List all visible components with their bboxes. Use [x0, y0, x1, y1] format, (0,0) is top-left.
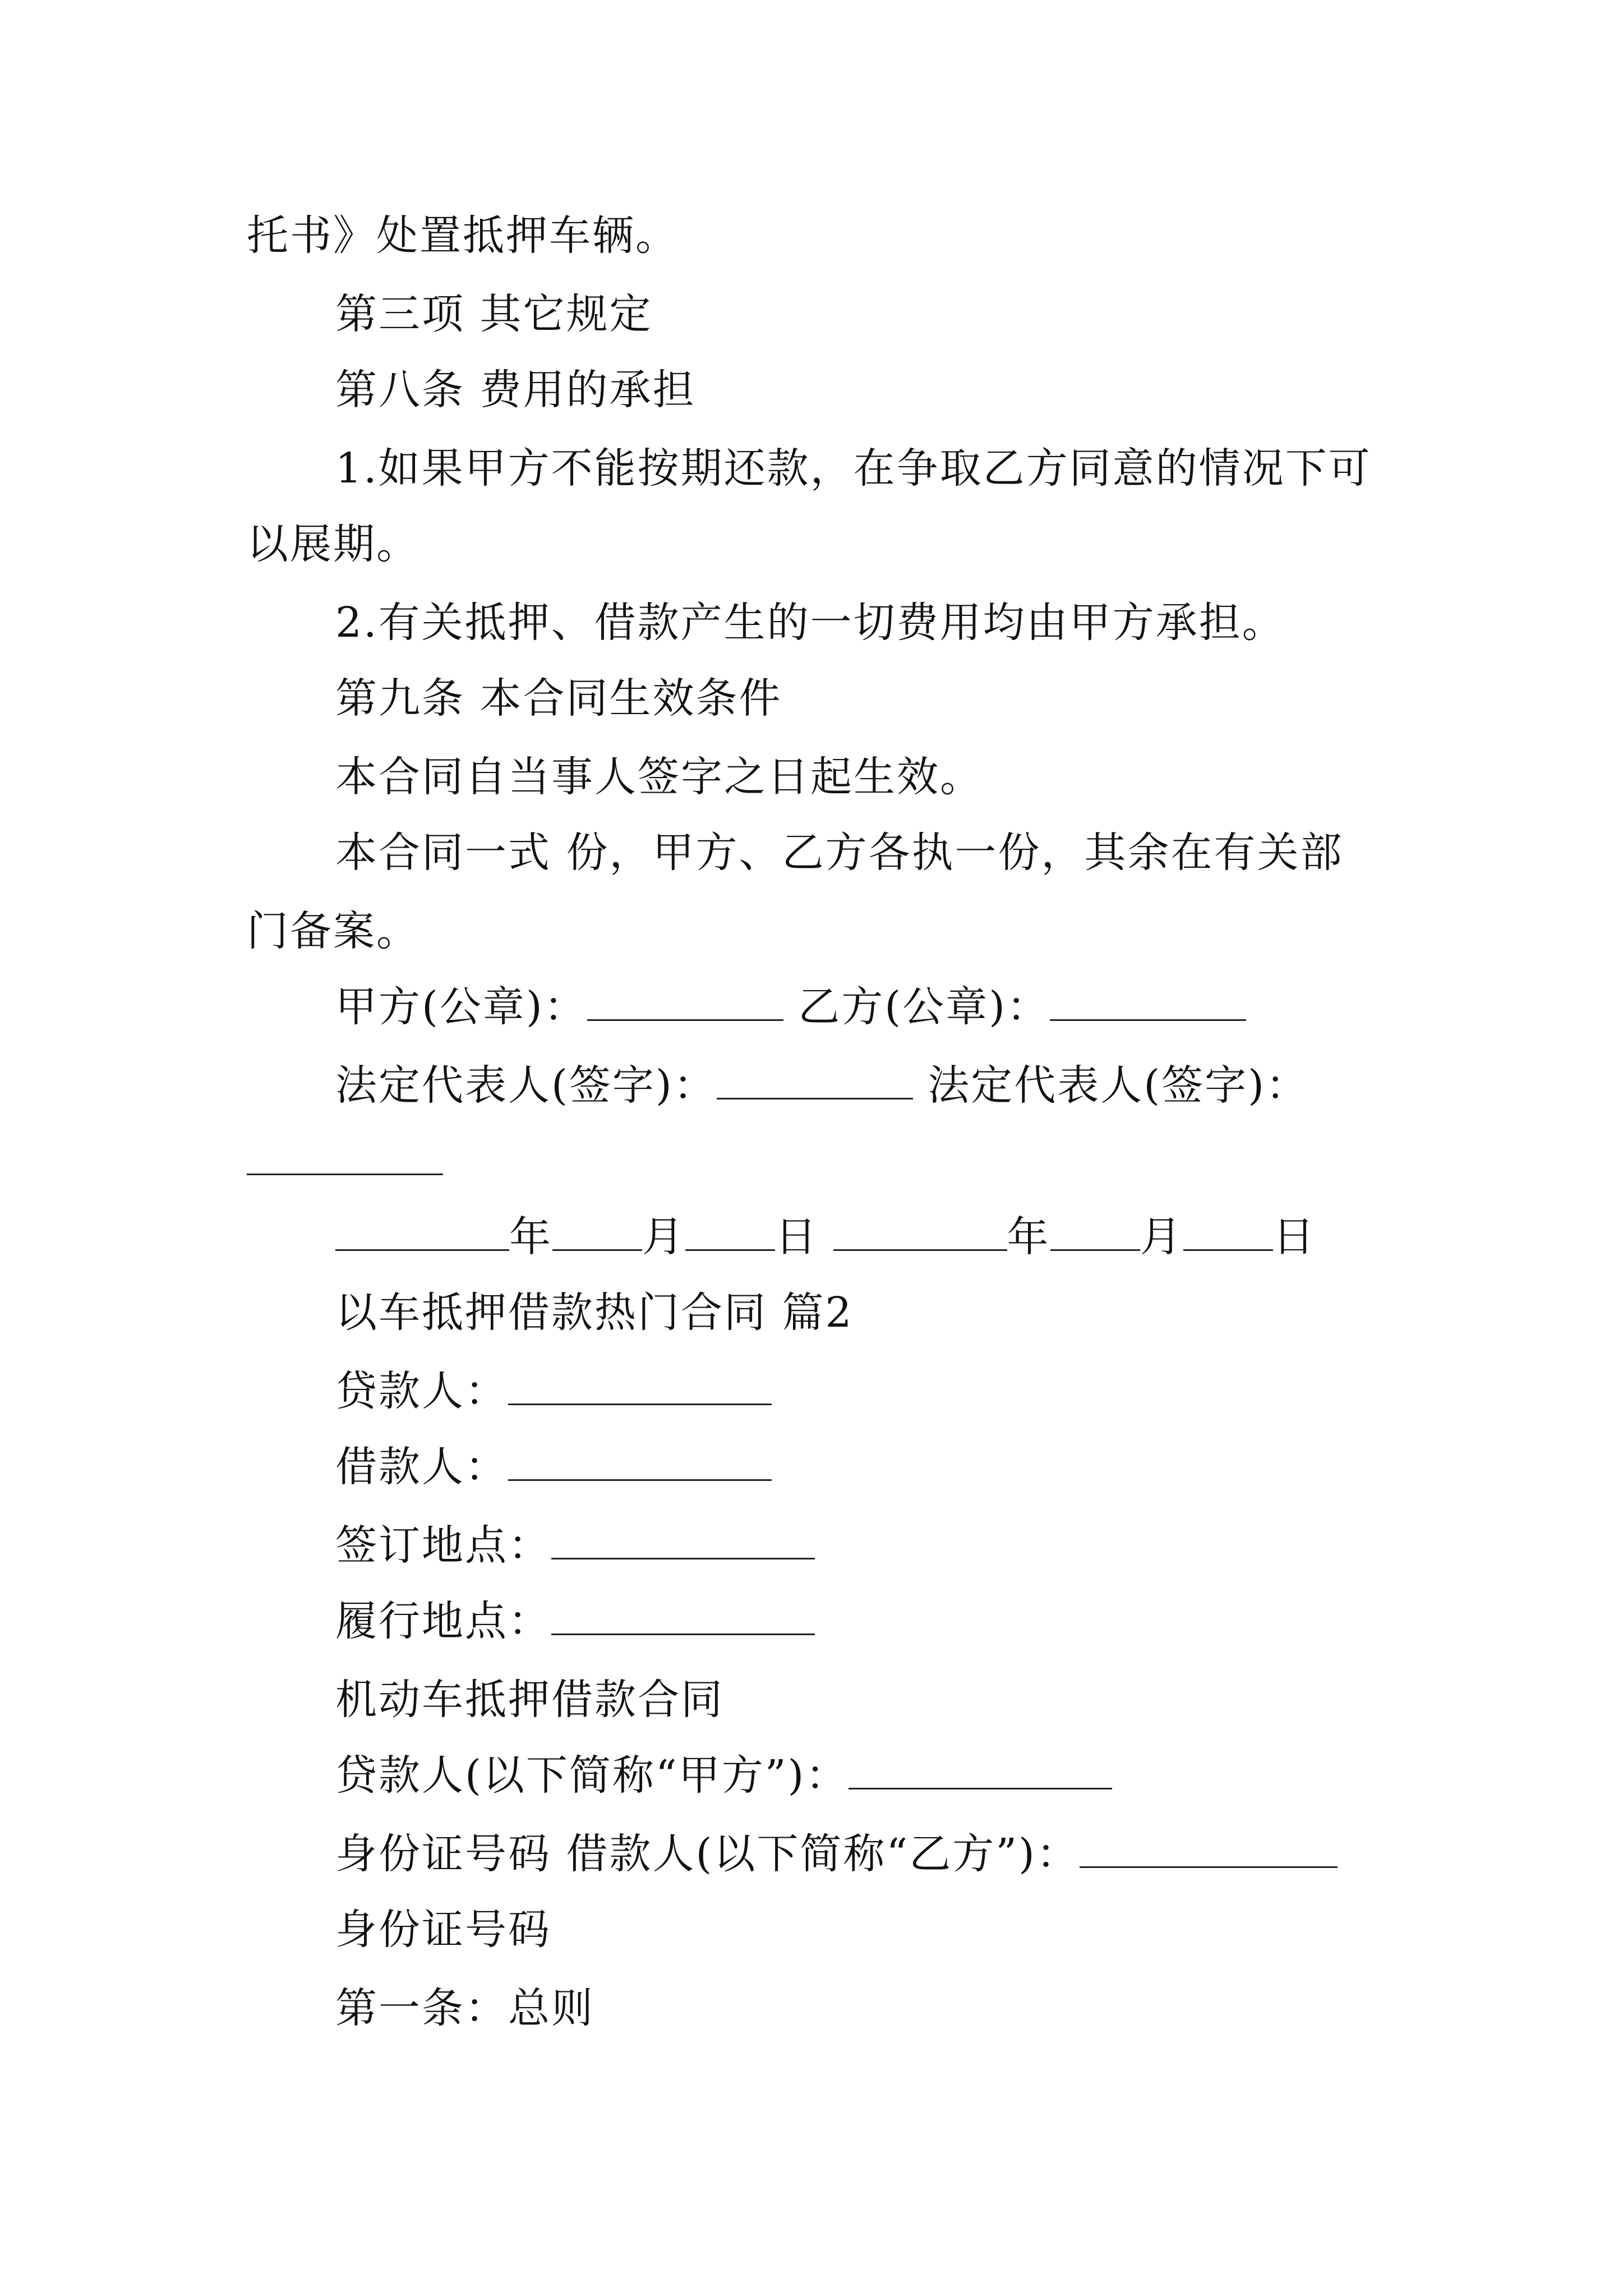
text-line: 1.如果甲方不能按期还款，在争取乙方同意的情况下可: [335, 444, 1372, 493]
day-a-blank[interactable]: [685, 1214, 775, 1251]
month-b-blank[interactable]: [1050, 1214, 1140, 1251]
lender-full-label: 贷款人(以下简称“甲方”)：: [335, 1751, 849, 1800]
day-a-label: 日: [775, 1213, 818, 1261]
text-line: 2.有关抵押、借款产生的一切费用均由甲方承担。: [335, 599, 1285, 647]
year-b-label: 年: [1007, 1213, 1050, 1261]
perform-place-field: [335, 1593, 815, 1649]
borrower-blank[interactable]: [508, 1444, 772, 1481]
lender-full-blank[interactable]: [849, 1753, 1112, 1789]
article-heading: 第一条：总则: [335, 1984, 594, 2032]
year-a-blank[interactable]: [335, 1214, 509, 1251]
date-line: [335, 1209, 1316, 1265]
perform-place-blank[interactable]: [551, 1599, 815, 1635]
borrower-full-label: 身份证号码 借款人(以下简称“乙方”)：: [335, 1830, 1080, 1878]
sign-place-label: 签订地点：: [335, 1521, 551, 1570]
party-a-seal-blank[interactable]: [587, 984, 783, 1021]
text-line: 以展期。: [247, 520, 419, 568]
party-b-seal-blank[interactable]: [1050, 984, 1246, 1021]
day-b-blank[interactable]: [1183, 1214, 1273, 1251]
month-a-label: 月: [642, 1213, 685, 1261]
lender-full-field: [335, 1747, 1112, 1803]
text-line: 本合同一式 份，甲方、乙方各执一份，其余在有关部: [335, 829, 1344, 877]
borrower-full-field: [335, 1826, 1338, 1882]
month-b-label: 月: [1140, 1213, 1183, 1261]
lender-blank[interactable]: [508, 1369, 772, 1405]
lender-field: [335, 1363, 772, 1419]
sign-place-blank[interactable]: [551, 1523, 815, 1559]
contract-subtitle: 机动车抵押借款合同: [335, 1676, 724, 1724]
day-b-label: 日: [1272, 1213, 1316, 1261]
rep-b-blank[interactable]: [247, 1172, 443, 1175]
text-line: 托书》处置抵押车辆。: [247, 211, 679, 260]
article-heading: 第九条 本合同生效条件: [335, 674, 782, 723]
lender-label: 贷款人：: [335, 1367, 508, 1415]
rep-a-label: 法定代表人(签字)：: [335, 1061, 717, 1110]
borrower-label: 借款人：: [335, 1443, 508, 1491]
representative-line: [335, 1057, 1309, 1114]
seal-line: [335, 979, 1246, 1035]
rep-b-label: 法定代表人(签字)：: [928, 1061, 1310, 1110]
text-line: 门备案。: [247, 907, 419, 955]
rep-a-blank[interactable]: [717, 1063, 913, 1099]
year-a-label: 年: [509, 1213, 552, 1261]
text-line: 本合同自当事人签字之日起生效。: [335, 753, 983, 801]
contract-title: 以车抵押借款热门合同 篇2: [335, 1289, 854, 1337]
perform-place-label: 履行地点：: [335, 1597, 551, 1645]
section-heading: 第三项 其它规定: [335, 290, 653, 338]
text-line: 身份证号码: [335, 1906, 551, 1954]
year-b-blank[interactable]: [833, 1214, 1007, 1251]
borrower-field: [335, 1439, 772, 1495]
party-b-seal-label: 乙方(公章)：: [798, 983, 1050, 1031]
month-a-blank[interactable]: [552, 1214, 642, 1251]
party-a-seal-label: 甲方(公章)：: [335, 983, 587, 1031]
article-heading: 第八条 费用的承担: [335, 366, 696, 414]
borrower-full-blank[interactable]: [1080, 1832, 1338, 1868]
sign-place-field: [335, 1517, 815, 1573]
